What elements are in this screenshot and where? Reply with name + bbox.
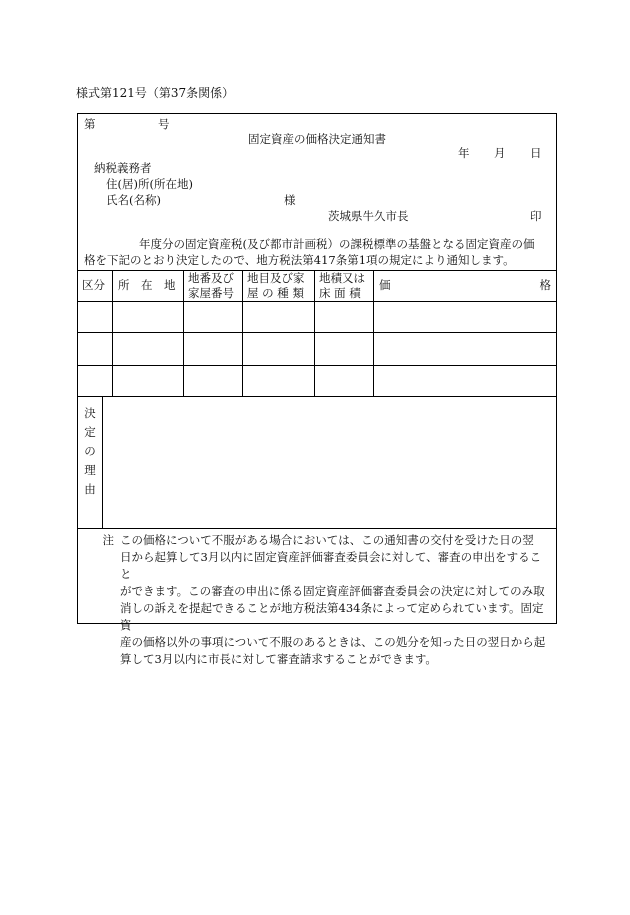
col-divider-4 bbox=[314, 270, 315, 396]
note-line-5: 産の価格以外の事項について不服のあるときは、この処分を知った日の翌日から起 bbox=[120, 635, 546, 649]
reason-char-2: 定 bbox=[84, 425, 96, 439]
header-area-line1: 地積又は bbox=[319, 271, 365, 285]
date-day: 日 bbox=[530, 146, 542, 160]
row-divider-1 bbox=[78, 332, 556, 333]
header-area-line2: 床 面 積 bbox=[319, 286, 361, 300]
appeal-note bbox=[84, 532, 550, 668]
reason-char-1: 決 bbox=[84, 406, 96, 420]
header-price-left: 価 bbox=[379, 278, 391, 292]
date-year: 年 bbox=[458, 146, 470, 160]
date-month: 月 bbox=[494, 146, 506, 160]
header-type-line2: 屋 の 種 類 bbox=[247, 286, 304, 300]
header-lot-line1: 地番及び bbox=[188, 271, 234, 285]
number-prefix: 第 bbox=[84, 117, 96, 131]
header-category: 区分 bbox=[82, 278, 105, 292]
header-type-line1: 地目及び家 bbox=[247, 271, 305, 285]
name-label: 氏名(名称) bbox=[106, 193, 161, 207]
seal-mark: 印 bbox=[530, 209, 542, 223]
form-number-label: 様式第121号（第37条関係） bbox=[76, 86, 235, 100]
honorific-sama: 様 bbox=[284, 193, 296, 207]
col-divider-1 bbox=[112, 270, 113, 396]
header-lot-line2: 家屋番号 bbox=[188, 286, 234, 300]
issuer-name: 茨城県牛久市長 bbox=[328, 209, 409, 223]
note-prefix: 注 bbox=[102, 533, 114, 547]
table-top-border bbox=[78, 270, 556, 271]
row-divider-3 bbox=[78, 396, 556, 397]
taxpayer-heading: 納税義務者 bbox=[94, 161, 152, 175]
notice-line-2: 格を下記のとおり決定したので、地方税法第417条第1項の規定により通知します。 bbox=[84, 253, 515, 267]
note-line-3: ができます。この審査の申出に係る固定資産評価審査委員会の決定に対してのみ取 bbox=[120, 584, 545, 598]
header-location: 所 在 地 bbox=[118, 278, 176, 292]
table-header-border bbox=[78, 301, 556, 302]
notice-form bbox=[77, 113, 557, 666]
note-line-4: 消しの訴えを提起できることが地方税法第434条によって定められています。固定資 bbox=[120, 601, 544, 632]
col-divider-5 bbox=[373, 270, 374, 396]
note-line-6: 算して3月以内に市長に対して審査請求することができます。 bbox=[120, 652, 437, 666]
note-line-2: 日から起算して3月以内に固定資産評価審査委員会に対して、審査の申出をすること bbox=[120, 550, 542, 581]
reason-divider bbox=[102, 396, 103, 528]
reason-char-3: の bbox=[84, 444, 96, 458]
reason-bottom-border bbox=[78, 528, 556, 529]
decision-reason-label bbox=[78, 404, 102, 499]
col-divider-3 bbox=[242, 270, 243, 396]
address-label: 住(居)所(所在地) bbox=[106, 177, 193, 191]
reason-char-5: 由 bbox=[84, 482, 96, 496]
header-price-right: 格 bbox=[539, 278, 551, 292]
col-divider-2 bbox=[183, 270, 184, 396]
number-suffix: 号 bbox=[158, 117, 170, 131]
notice-line-1: 年度分の固定資産税(及び都市計画税）の課税標準の基盤となる固定資産の価 bbox=[139, 237, 535, 251]
notice-paragraph bbox=[84, 236, 550, 268]
document-title: 固定資産の価格決定通知書 bbox=[248, 132, 386, 146]
row-divider-2 bbox=[78, 365, 556, 366]
note-line-1: この価格について不服がある場合においては、この通知書の交付を受けた日の翌 bbox=[120, 533, 534, 547]
reason-char-4: 理 bbox=[84, 463, 96, 477]
